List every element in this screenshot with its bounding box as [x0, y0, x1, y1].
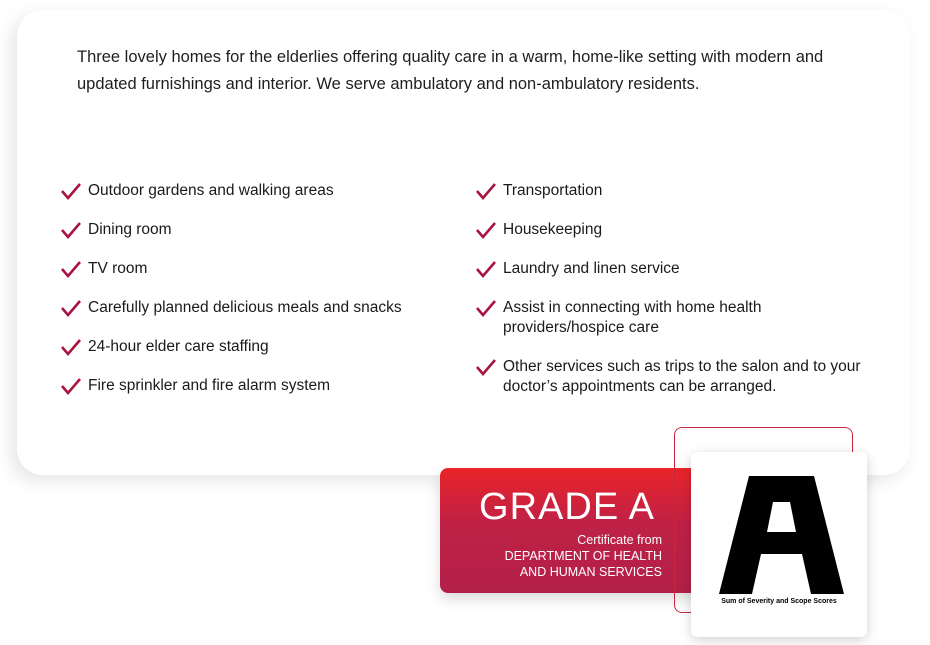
grade-line3: AND HUMAN SERVICES — [519, 565, 662, 579]
checkmark-icon — [60, 221, 82, 239]
checkmark-icon — [60, 338, 82, 356]
amenity-label: TV room — [88, 260, 148, 277]
amenity-label: Carefully planned delicious meals and snacks — [88, 299, 402, 316]
amenity-label: Assist in connecting with home health providers/hospice care — [503, 299, 762, 336]
amenity-label: 24-hour elder care staffing — [88, 338, 269, 355]
amenity-item — [60, 181, 402, 201]
amenities-list-right — [475, 181, 875, 416]
amenity-item — [60, 259, 402, 279]
amenity-label: Laundry and linen service — [503, 260, 680, 277]
checkmark-icon — [60, 377, 82, 395]
checkmark-icon — [475, 182, 497, 200]
amenity-item — [475, 181, 875, 201]
amenity-item — [60, 376, 402, 396]
amenity-item — [60, 298, 402, 318]
amenity-label: Dining room — [88, 221, 172, 238]
intro-text: Three lovely homes for the elderlies offering quality care in a warm, home-like setting with modern and updated furnishings and interior. We serve ambulatory and non-ambulatory residents. — [77, 48, 824, 93]
checkmark-icon — [60, 260, 82, 278]
certificate-caption: Sum of Severity and Scope Scores — [721, 598, 837, 605]
amenity-item — [475, 259, 875, 279]
amenity-label: Outdoor gardens and walking areas — [88, 182, 334, 199]
checkmark-icon — [60, 182, 82, 200]
amenity-item — [60, 337, 402, 357]
checkmark-icon — [60, 299, 82, 317]
grade-line2: DEPARTMENT OF HEALTH — [504, 549, 662, 563]
checkmark-icon — [475, 358, 497, 376]
amenity-item — [475, 220, 875, 240]
checkmark-icon — [475, 299, 497, 317]
certificate-card — [691, 452, 867, 637]
amenity-label: Transportation — [503, 182, 603, 199]
amenity-label: Housekeeping — [503, 221, 603, 238]
grade-title: GRADE A — [479, 486, 655, 528]
amenity-item — [475, 357, 875, 397]
checkmark-icon — [475, 221, 497, 239]
amenities-list-left — [60, 181, 402, 415]
grade-a-badge — [440, 468, 700, 593]
amenity-item — [475, 298, 875, 338]
amenity-item — [60, 220, 402, 240]
checkmark-icon — [475, 260, 497, 278]
grade-line1: Certificate from — [577, 533, 662, 547]
grade-subtitle — [505, 532, 662, 580]
amenity-label: Other services such as trips to the salon and to your doctor’s appointments can be arranged. — [503, 358, 861, 395]
amenity-label: Fire sprinkler and fire alarm system — [88, 377, 331, 394]
grade-letter-a-image — [719, 476, 844, 594]
